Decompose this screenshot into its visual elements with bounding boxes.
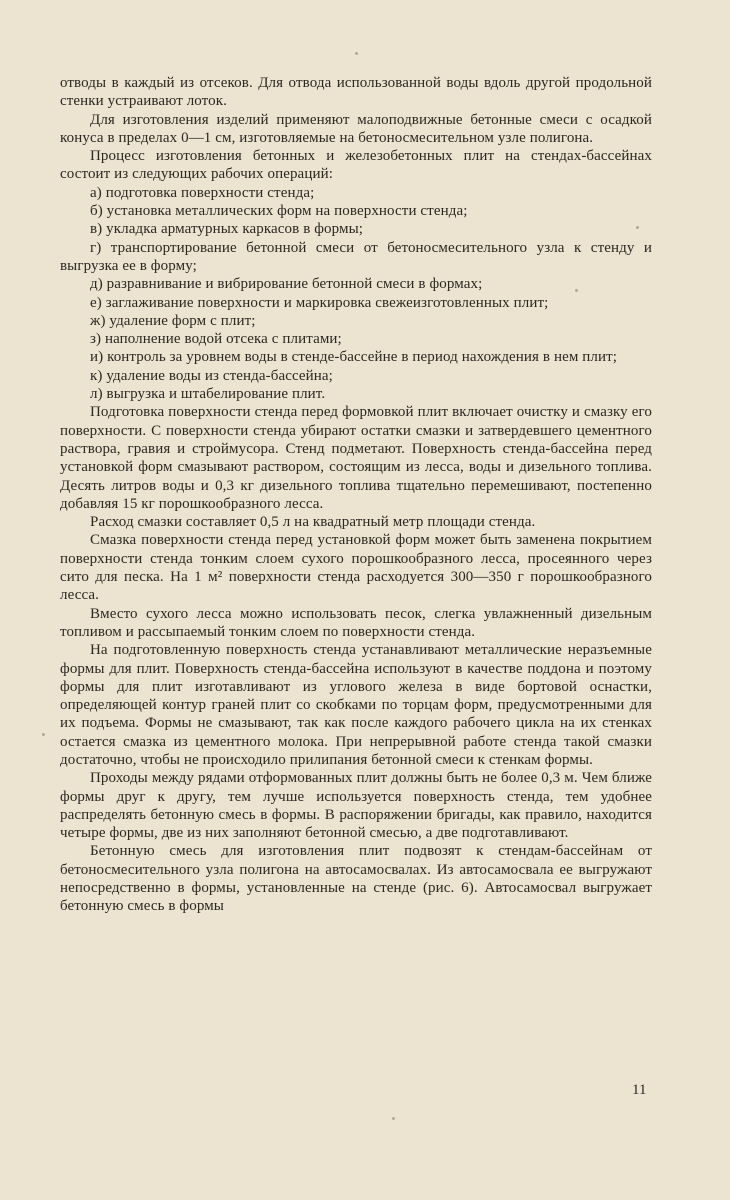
paper-speck xyxy=(392,1117,395,1120)
list-item: б) установка металлических форм на поверхности стенда; xyxy=(90,203,468,220)
list-item: в) укладка арматурных каркасов в формы; xyxy=(90,221,364,238)
list-item: е) заглаживание поверхности и маркировка свежеизготовленных плит; xyxy=(90,294,549,311)
paper-speck xyxy=(42,733,45,736)
list-item: л) выгрузка и штабелирование плит. xyxy=(90,386,326,403)
list-item: ж) удаление форм с плит; xyxy=(90,312,256,329)
paragraph: Вместо сухого лесса можно использовать песок, слегка увлажненный дизельным топливом и рассыпаемый тонким слоем по поверхности стенда. xyxy=(60,605,652,640)
paragraph: Расход смазки составляет 0,5 л на квадратный метр площади стенда. xyxy=(90,514,536,531)
list-item: а) подготовка поверхности стенда; xyxy=(90,184,315,201)
list-item: к) удаление воды из стенда-бассейна; xyxy=(90,367,333,384)
paragraph: Бетонную смесь для изготовления плит подвозят к стендам-бассейнам от бетоносмесительного узла полигона на автосамосвалах. Из автосамосвала ее выгружают непосредственно в формы, установленные на стенде (рис. 6). Автосамосвал выгружает бетонную смесь в формы xyxy=(60,843,652,915)
body-text xyxy=(60,74,652,916)
list-item: д) разравнивание и вибрирование бетонной смеси в формах; xyxy=(90,276,483,293)
page-number: 11 xyxy=(632,1082,647,1098)
paper-speck xyxy=(355,52,358,55)
list-item: г) транспортирование бетонной смеси от бетоносмесительного узла к стенду и выгрузка ее в форму; xyxy=(60,239,652,274)
list-item: з) наполнение водой отсека с плитами; xyxy=(90,331,342,348)
paragraph: отводы в каждый из отсеков. Для отвода использованной воды вдоль другой продольной стенки устраивают лоток. xyxy=(60,75,652,110)
paragraph: Смазка поверхности стенда перед установкой форм может быть заменена покрытием поверхности стенда тонким слоем сухого порошкообразного лесса, просеянного через сито для песка. На 1 м² поверхности стенда расходуется 300—350 г порошкообразного лесса. xyxy=(60,532,652,604)
paragraph: Подготовка поверхности стенда перед формовкой плит включает очистку и смазку его поверхности. С поверхности стенда убирают остатки смазки и затвердевшего цементного раствора, гравия и строймусора. Стенд подметают. Поверхность стенда-бассейна перед установкой форм смазывают раствором, состоящим из лесса, воды и дизельного топлива. Десять литров воды и 0,3 кг дизельного топлива тщательно перемешивают, постепенно добавляя 15 кг порошкообразного лесса. xyxy=(60,404,652,512)
paragraph: На подготовленную поверхность стенда устанавливают металлические неразъемные формы для плит. Поверхность стенда-бассейна используют в качестве поддона и поэтому формы для плит изготавливают из углового железа в виде бортовой оснастки, определяющей контур граней плит со скобками по торцам форм, предусмотренными для их подъема. Формы не смазывают, так как после каждого рабочего цикла на их стенках остается смазка из цементного молока. При непрерывной работе стенда такой смазки достаточно, чтобы не происходило прилипания бетонной смеси к стенкам формы. xyxy=(60,642,652,768)
paragraph: Проходы между рядами отформованных плит должны быть не более 0,3 м. Чем ближе формы друг к другу, тем лучше используется поверхность стенда, тем удобнее распределять бетонную смесь в формы. В распоряжении бригады, как правило, находится четыре формы, две из них заполняют бетонной смесью, а две подготавливают. xyxy=(60,770,652,842)
paragraph: Процесс изготовления бетонных и железобетонных плит на стендах-бассейнах состоит из следующих рабочих операций: xyxy=(60,148,652,183)
paragraph: Для изготовления изделий применяют малоподвижные бетонные смеси с осадкой конуса в пределах 0—1 см, изготовляемые на бетоносмесительном узле полигона. xyxy=(60,111,652,146)
list-item: и) контроль за уровнем воды в стенде-бассейне в период нахождения в нем плит; xyxy=(90,349,618,366)
